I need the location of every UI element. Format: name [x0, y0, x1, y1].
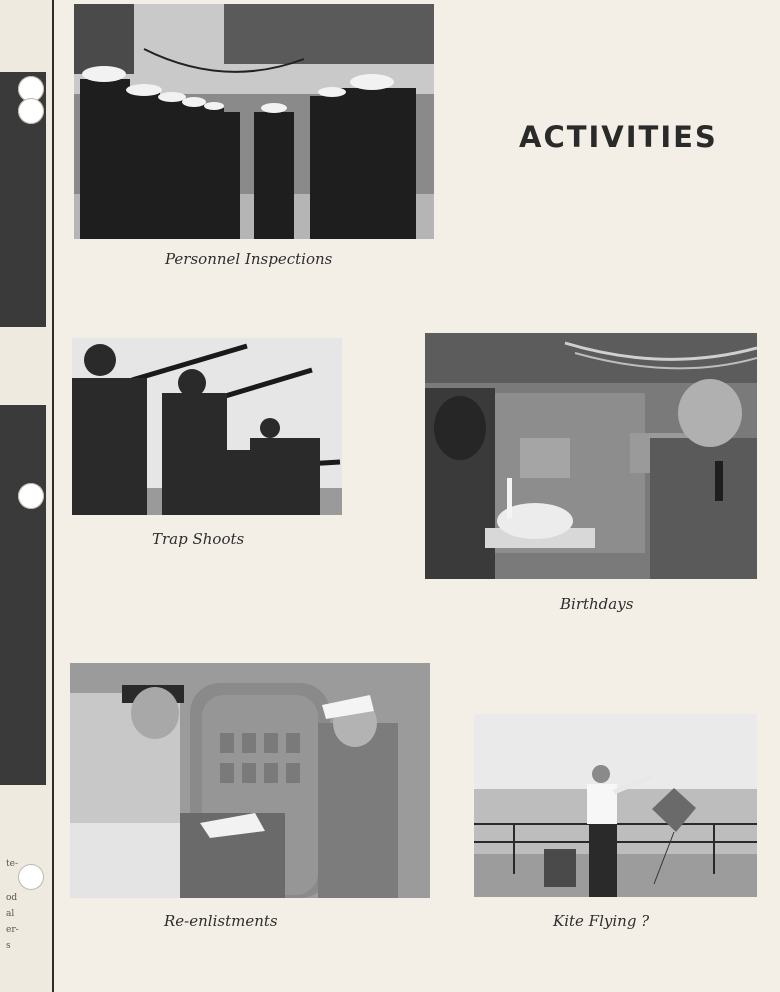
binder-hole [18, 483, 44, 509]
caption-trap-shoots: Trap Shoots [152, 530, 245, 548]
facing-page-text: er- [6, 925, 19, 935]
facing-page-photo [0, 405, 46, 785]
facing-page-edge [0, 0, 54, 992]
facing-page-text: te- [6, 859, 18, 869]
binder-hole [18, 864, 44, 890]
photo-birthdays [425, 333, 757, 579]
page-heading: ACTIVITIES [519, 120, 718, 154]
caption-re-enlistments: Re-enlistments [164, 912, 278, 930]
caption-birthdays: Birthdays [560, 595, 634, 613]
photo-personnel-inspections [74, 4, 434, 239]
photo-trap-shoots [72, 338, 342, 515]
facing-page-text: al [6, 909, 15, 919]
caption-personnel-inspections: Personnel Inspections [165, 250, 333, 268]
facing-page-text: od [6, 893, 18, 903]
facing-page-text: s [6, 941, 11, 951]
photo-kite-flying [474, 714, 757, 897]
binder-hole [18, 98, 44, 124]
caption-kite-flying: Kite Flying ? [553, 912, 650, 930]
photo-re-enlistments [70, 663, 430, 898]
